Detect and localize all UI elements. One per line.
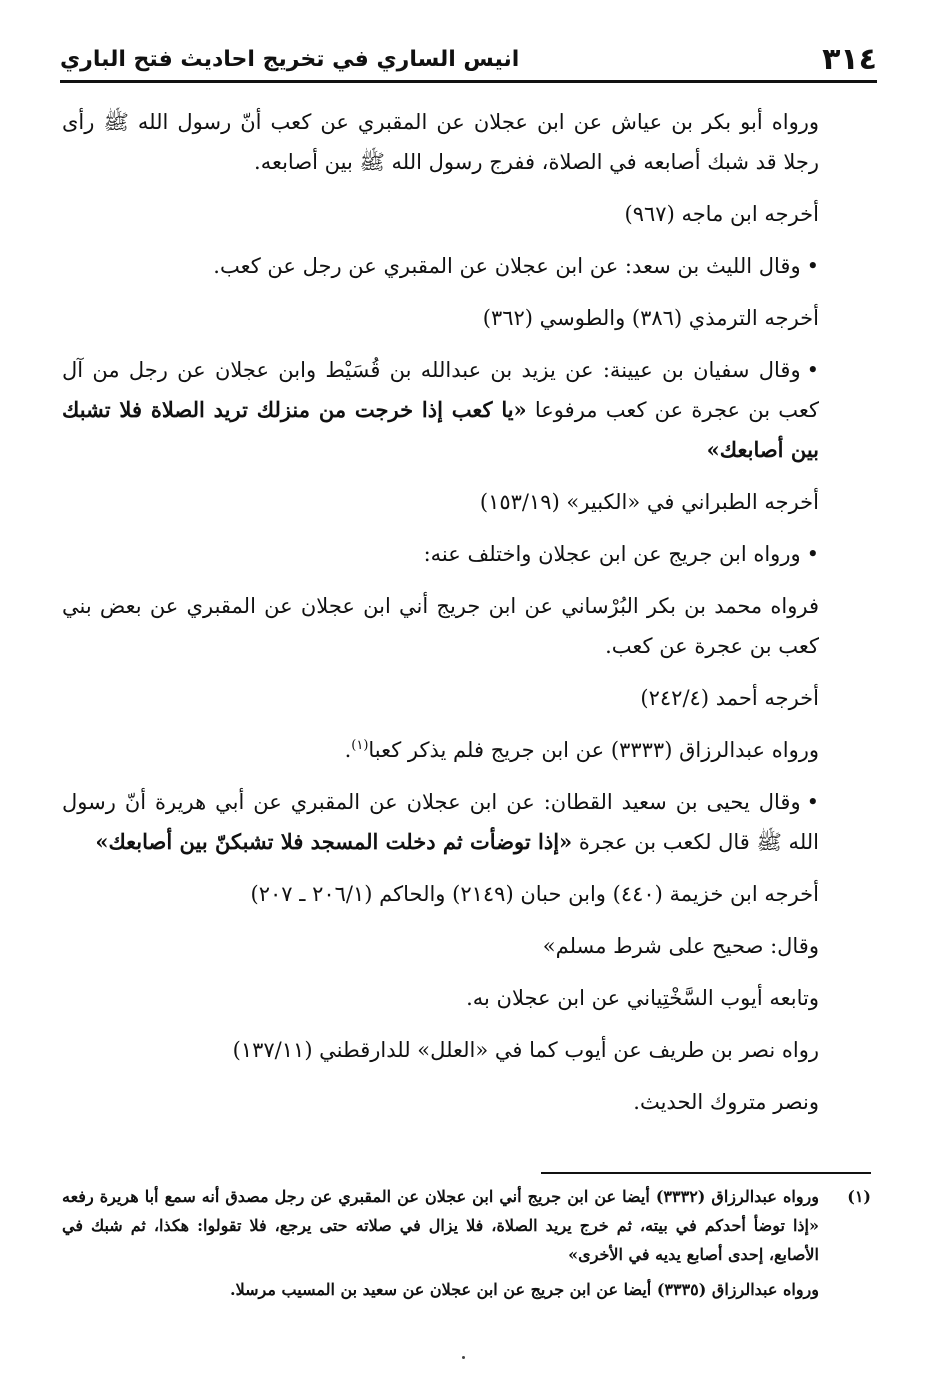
bullet-icon: • xyxy=(806,254,819,278)
footnote-number: (١) xyxy=(847,1187,871,1206)
page-speck xyxy=(462,1356,465,1359)
paragraph xyxy=(62,776,871,868)
paragraph xyxy=(62,188,871,240)
paragraph-text: وتابعه أيوب السَّخْتِياني عن ابن عجلان به. xyxy=(466,986,819,1010)
paragraph-text: أخرجه ابن ماجه (٩٦٧) xyxy=(624,202,819,226)
paragraph-text: أخرجه أحمد (٢٤٢/٤) xyxy=(640,686,819,710)
paragraph-text: وقال: صحيح على شرط مسلم» xyxy=(542,934,819,958)
paragraph xyxy=(62,476,871,528)
paragraph-text: ورواه ابن جريج عن ابن عجلان واختلف عنه: xyxy=(423,542,801,566)
footnote-text: ورواه عبدالرزاق (٣٣٣٢) أيضا عن ابن جريج أني ابن عجلان عن المقبري عن رجل مصدق أنه سمع أبا هريرة رفعه «إذا توضأ أحدكم في بيته، ثم خرج يريد الصلاة، فلا يزال في صلاته حتى يرجع، فلا تقولوا: هكذا، ثم شبك في الأصابع، إحدى أصابع يديه في الأخرى» xyxy=(62,1187,819,1264)
page-header xyxy=(60,38,877,83)
paragraph-punctuation: . xyxy=(344,738,352,762)
paragraph xyxy=(62,672,871,724)
paragraph xyxy=(62,1024,871,1076)
paragraph-text: ورواه عبدالرزاق (٣٣٣٣) عن ابن جريج فلم يذكر كعبا xyxy=(368,738,819,762)
main-text xyxy=(62,96,871,1128)
footnote-text-continued: ورواه عبدالرزاق (٣٣٣٥) أيضا عن ابن جريج عن ابن عجلان عن سعيد بن المسيب مرسلا. xyxy=(230,1280,819,1299)
paragraph-text: وقال الليث بن سعد: عن ابن عجلان عن المقبري عن رجل عن كعب. xyxy=(213,254,801,278)
bullet-icon: • xyxy=(806,790,819,814)
footnote-item xyxy=(62,1182,871,1269)
paragraph xyxy=(62,724,871,776)
paragraph-text: أخرجه الترمذي (٣٨٦) والطوسي (٣٦٢) xyxy=(482,306,819,330)
page-number: ٣١٤ xyxy=(822,41,877,77)
paragraph-text: أخرجه الطبراني في «الكبير» (١٥٣/١٩) xyxy=(479,490,819,514)
paragraph xyxy=(62,96,871,188)
paragraph xyxy=(62,292,871,344)
paragraph xyxy=(62,972,871,1024)
footnote-divider xyxy=(541,1172,871,1174)
bullet-icon: • xyxy=(806,542,819,566)
paragraph-text: فرواه محمد بن بكر البُرْساني عن ابن جريج أني ابن عجلان عن المقبري عن بعض بني كعب بن عجرة عن كعب. xyxy=(62,594,819,658)
paragraph xyxy=(62,344,871,476)
paragraph-text: رواه نصر بن طريف عن أيوب كما في «العلل» للدارقطني (١٣٧/١١) xyxy=(232,1038,819,1062)
paragraph xyxy=(62,868,871,920)
paragraph xyxy=(62,528,871,580)
hadith-quote: «يا كعب إذا خرجت من منزلك تريد الصلاة فلا تشبك بين أصابعك» xyxy=(62,397,819,462)
paragraph-text: ورواه أبو بكر بن عياش عن ابن عجلان عن المقبري عن كعب أنّ رسول الله ﷺ رأى رجلا قد شبك أصابعه في الصلاة، ففرج رسول الله ﷺ بين أصابعه. xyxy=(62,110,819,174)
paragraph xyxy=(62,1076,871,1128)
footnote-reference[interactable]: (١) xyxy=(351,738,369,753)
hadith-quote: «إذا توضأت ثم دخلت المسجد فلا تشبكنّ بين أصابعك» xyxy=(95,829,573,854)
paragraph-text: وقال يحيى بن سعيد القطان: عن ابن عجلان عن المقبري عن أبي هريرة أنّ رسول الله ﷺ قال لكعب بن عجرة xyxy=(62,790,819,854)
paragraph-text: ونصر متروك الحديث. xyxy=(633,1090,819,1114)
bullet-icon: • xyxy=(806,358,819,382)
paragraph-text: وقال سفيان بن عيينة: عن يزيد بن عبدالله بن قُسَيْط وابن عجلان عن رجل من آل كعب بن عجرة عن كعب مرفوعا xyxy=(62,358,819,422)
paragraph xyxy=(62,240,871,292)
running-title: انيس الساري في تخريج احاديث فتح الباري xyxy=(60,46,520,72)
paragraph-text: أخرجه ابن خزيمة (٤٤٠) وابن حبان (٢١٤٩) والحاكم (٢٠٦/١ ـ ٢٠٧) xyxy=(250,882,819,906)
footnotes xyxy=(62,1182,871,1304)
paragraph xyxy=(62,920,871,972)
paragraph xyxy=(62,580,871,672)
